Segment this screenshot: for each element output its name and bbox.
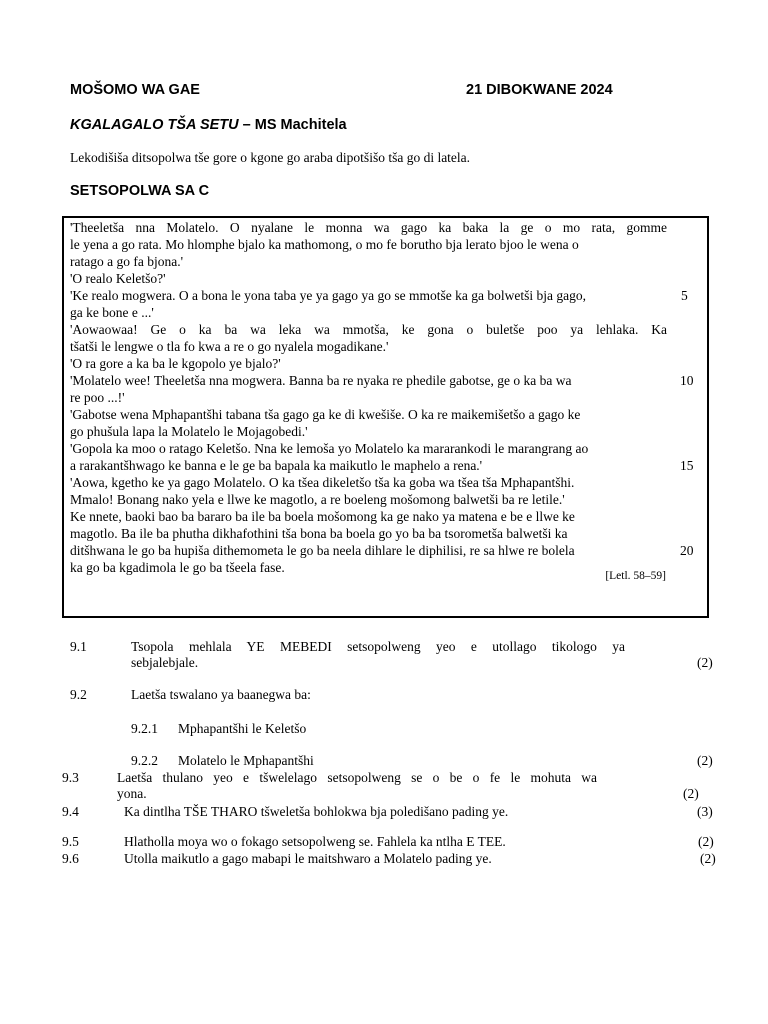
question-text: Hlatholla moya wo o fokago setsopolweng se. Fahlela ka ntlha E TEE. (124, 834, 506, 849)
passage-line: 'Ke realo mogwera. O a bona le yona taba ye ya gago ya go se mmotše ka ga bolwetši bja gago, (70, 288, 587, 303)
passage-line: Ke nnete, baoki bao ba bararo ba ile ba boela mošomong ka ge nako ya matena e be e llwe ke (70, 509, 575, 524)
question-text: yona. (117, 786, 147, 801)
question-text: Utolla maikutlo a gago mabapi le maitshwaro a Molatelo pading ye. (124, 851, 492, 866)
passage-line: 'Molatelo wee! Theeletša nna mogwera. Banna ba re nyaka re phedile gabotse, ge o ka ba wa (70, 373, 572, 388)
passage-line: 'Gabotse wena Mphapantšhi tabana tša gago ga ke di kwešiše. O ka re maikemišetšo a gago ke (70, 407, 581, 422)
question-text: Molatelo le Mphapantšhi (178, 753, 314, 768)
question-marks: (2) (697, 753, 713, 768)
line-number: 15 (680, 458, 694, 473)
instruction: Lekodišiša ditsopolwa tše gore o kgone go araba dipotšišo tša go di latela. (70, 150, 471, 165)
question-marks: (3) (697, 804, 713, 819)
passage-line: tšatši le lengwe o tla fo kwa a re o go nyalela mogadikane.' (70, 339, 389, 354)
passage-citation: [Letl. 58–59] (605, 570, 666, 582)
subtitle (70, 117, 347, 133)
question-text: Laetša thulano yeo e tšwelelago setsopolweng se o be o fe le mohuta wa (117, 770, 597, 785)
passage-line: a rarakantšhwago ke banna e le ge ba bapala ka maikutlo le maphelo a rena.' (70, 458, 483, 473)
question-number: 9.2.2 (131, 753, 158, 768)
question-number: 9.4 (62, 804, 79, 819)
passage-line: 'O ra gore a ka ba le kgopolo ye bjalo?' (70, 356, 281, 371)
passage-line: le yena a go rata. Mo hlomphe bjalo ka mathomong, o mo fe borutho bja lerato bjoo le wena o (70, 237, 579, 252)
passage-line: magotlo. Ba ile ba phutha dikhafothini tša bona ba boela go yo ba ba tsorometša balwetši ka (70, 526, 568, 541)
passage-line: 'Aowa, kgetho ke ya gago Molatelo. O ka tšea dikeletšo tša ka goba wa tšea tša Mphapantšhi. (70, 475, 575, 490)
passage-line: re poo ...!' (70, 390, 125, 405)
question-number: 9.1 (70, 639, 87, 654)
header-subject: MOŠOMO WA GAE (70, 82, 200, 98)
question-number: 9.3 (62, 770, 79, 785)
author: MS Machitela (254, 117, 347, 133)
passage-line: ditšhwana le go ba hupiša dithemometa le go ba neela dihlare le diphilisi, re sa hlwe re bolela (70, 543, 575, 558)
question-text: Mphapantšhi le Keletšo (178, 721, 307, 736)
question-number: 9.2.1 (131, 721, 158, 736)
passage-line: go phušula lapa la Molatelo le Mojagobedi.' (70, 424, 308, 439)
passage-line: 'Aowaowaa! Ge o ka ba wa leka wa mmotša, ke gona o buletše poo ya lehlaka. Ka (70, 322, 667, 337)
question-marks: (2) (700, 851, 716, 866)
question-text: Ka dintlha TŠE THARO tšweletša bohlokwa bja poledišano pading ye. (124, 804, 509, 819)
question-text: sebjalebjale. (131, 655, 199, 670)
question-number: 9.6 (62, 851, 79, 866)
line-number: 20 (680, 543, 694, 558)
question-marks: (2) (697, 655, 713, 670)
passage-line: ka go ba kgadimola le go ba tšeela fase. (70, 560, 285, 575)
passage-line: 'Gopola ka moo o ratago Keletšo. Nna ke lemoša yo Molatelo ka mararankodi le marangrang ao (70, 441, 589, 456)
question-number: 9.5 (62, 834, 79, 849)
question-marks: (2) (683, 786, 699, 801)
book-title: KGALAGALO TŠA SETU (70, 117, 239, 133)
passage-line: ratago a go fa bjona.' (70, 254, 184, 269)
passage-line: 'Theeletša nna Molatelo. O nyalane le monna wa gago ka baka la ge o mo rata, gomme (70, 220, 667, 235)
question-marks: (2) (698, 834, 714, 849)
question-text: Laetša tswalano ya baanegwa ba: (131, 687, 311, 702)
line-number: 5 (681, 288, 688, 303)
passage-line: Mmalo! Bonang nako yela e llwe ke magotlo, a re boeleng mošomong balwetši ba re letile.' (70, 492, 565, 507)
question-text: Tsopola mehlala YE MEBEDI setsopolweng yeo e utollago tikologo ya (131, 639, 625, 654)
header-date: 21 DIBOKWANE 2024 (466, 82, 613, 98)
passage-line: 'O realo Keletšo?' (70, 271, 166, 286)
line-number: 10 (680, 373, 694, 388)
section-title: SETSOPOLWA SA C (70, 183, 210, 199)
passage-line: ga ke bone e ...' (70, 305, 154, 320)
question-number: 9.2 (70, 687, 87, 702)
subtitle-separator: – (238, 117, 255, 133)
